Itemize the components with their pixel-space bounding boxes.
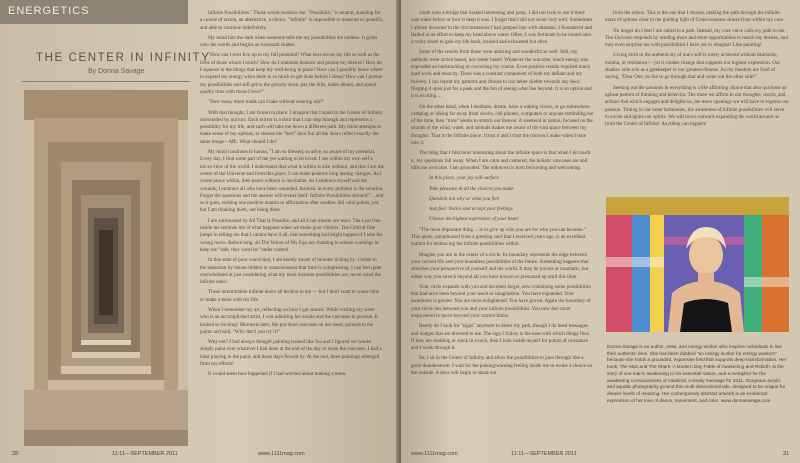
page-number-left: 28 bbox=[12, 451, 19, 457]
paragraph: "The most important thing ... is to give up who you are for who you can become." This quote, paraphrased from a greeting card that I received years ago, is an excellent mantra for embracing the infinite possibilities within. bbox=[411, 226, 586, 248]
paragraph: Seeking out the passions in everything is a life affirming choice that also quickens an upbeat pattern of thinking and behavior. The more we affirm to our thoughts, words, and actions that which engages and delights us, the more openings we will have to express our passion. Timing in our inner harmonies, the awareness of infinite possibilities will serve to excite and ignite our spirits. We will move outward expanding the world around us from the Center of Infinity. Anything can happen! bbox=[605, 84, 789, 128]
paragraph: Giving birth to the authenticity of one's self is rarely achieved without heartache, trauma, or resistance— yet it creates change that supports our highest expression. Our shadow side acts as a gatekeeper to our greatest dreams. As my mentors are fond of saying, "Dear One, its fun to go through that and come out the other side!" bbox=[605, 52, 781, 81]
issue-line-right: 11:11—SEPTEMBER 2011 bbox=[511, 451, 577, 457]
poem-line: Choose the highest expression of your heart bbox=[429, 216, 519, 223]
paragraph: These intermittable infinite doors all beckon to me — but I don't want to waste time or make a mess with my life. bbox=[200, 289, 380, 303]
right-page-body-text-col1 bbox=[411, 10, 594, 448]
poem-line: Question not why or what you feel bbox=[429, 195, 499, 202]
paragraph: Your circle expands with you and becomes larger, now containing some possibilities that had once been beyond your reach or imagination. You have expanded. Your awareness is greater. You are more enlightened. You have grown. Again the boundary of your circle lies between you and your infinite possibilities. You now feel more empowered to move beyond your current limits. bbox=[411, 283, 592, 319]
paragraph: I am surrounded by All That Is Possible, and all I can muster are tears. The Lost One inside me reminds me of what happens when we make poor choices. The Critical One jumps in telling me that I cannot have it all, that something bad might happen if I take the wrong move. Before long, all The Voices of My Ego are chanting in unison warnings to keep me "safe, they word be "under control. bbox=[200, 217, 383, 253]
paragraph: So, I sit in the Center of Infinity and allow the possibilities to pass through like a great thunderstorm. I wait for the pulsing/wanting feeling inside me to evoke a choice on the outside. A door will begin to stand out bbox=[411, 355, 593, 377]
paragraph: Rarely do I look for "signs" anymore to direct my path, though I do heed messages and nudges that are directed to me. The sign I follow is the ease with which things flow. If they are sledding or stuck in a rock, then I look inside myself for points of resistance and I work through it. bbox=[411, 323, 591, 352]
article-title: THE CENTER IN INFINITY bbox=[36, 52, 211, 64]
issue-line-left: 11:11—SEPTEMBER 2011 bbox=[112, 451, 178, 457]
paragraph: When I remember my art, reflecting on how I got started. While visiting my sister who is an accomplished artist, I was admiring her studio and the canvases in process. It looked so inviting! Moments later, Me put three canvases on her easel, pointed to the paints and said, "Why don't you try it?" bbox=[200, 306, 378, 335]
paragraph: "How can I ever live up to my full potential? What best serves my life as well as the lives of those whom I touch? How do I maintain balance and pursue my desires? How do I squeeze in the things that keep my well-being in place? How can I possibly know where to expend my energy when there is so much to get done before I sleep? How can I pursue my possibilities and still get to the grocery store, pay the bills, make dinner, and spend quality time with those I love?" bbox=[200, 52, 383, 95]
paragraph: Some of the results from those were amazing and wonderful as well. Still, my methods were action based, not center based. Whatever the outcome, much energy was expended on backtracking or correcting my course. Even positive results required much hard work and tenacity. There was a constant component of both my defiant and my bravery. I can repeat my patterns and choose to run helter skelter towards any door, flinging it open just for a peek and the fun of seeing what lies beyond. It is an option and it is exciting.... bbox=[411, 49, 592, 100]
left-page-body-text bbox=[200, 10, 384, 448]
paragraph: "How many more roads can I take without wearing out?" bbox=[208, 99, 325, 106]
byline: By Donna Savage bbox=[88, 68, 145, 75]
corridor-doorways-photo bbox=[24, 90, 188, 446]
paragraph: from the others. This is the one that I choose, making the path through the infinite maze of options clear to the guiding light of Consciousness shines from within my core. bbox=[605, 10, 785, 24]
paragraph: On the other hand, when I meditate, dream, have a waking vision, or go somewhere camping or hiking far away from clocks, cell phones, computers or anyone reminding me of the time, then "time" seems to stretch out forever. A weekend in nature, focused on the sounds of the wind, water, and animals makes me aware of the vast space between my thoughts. That is the Infinite place. I trust it and I trust the choices I make when I tune into it. bbox=[411, 103, 594, 147]
author-bio: Donna Savage is an author, artist, and energy worker who inspires individuals to live their authentic lives. She has been dubbed "an energy worker for energy workers" because she holds a grounded, expansive field that supports deep transformation. Her book, The Man and The Shark: A Modern Day Fable of Awakening and Rebirth, is the story of one man's awakening to his essential nature, and a metaphor for the awakening consciousness of mankind, a timely message for 2011. Gorgeous acrylic and aquatic photography ground this multi-dimensional tale, designed to be unique for deeper levels of meaning. Her contemporary abstract artwork is an exuberant expression of her love of dance, movement, and color. www.donnasavage.com bbox=[607, 344, 787, 403]
poem-line: In this place, your joy will surface bbox=[429, 175, 499, 182]
paragraph: In this state of poor conviction, I am keenly aware of minutes ticking by. I relate to the sensation by means hidden in consciousness that time is compressing. I can feel quite overwhelmed at just considering what my most insistent possibilities are, never mind the infinite ones! bbox=[200, 257, 382, 286]
left-page bbox=[0, 0, 398, 463]
poem-line: Just feel. Notice and accept your feelings bbox=[429, 206, 513, 213]
page-number-right: 31 bbox=[783, 451, 790, 457]
section-label: ENERGETICS bbox=[8, 5, 90, 17]
paragraph: climb onto a bridge that looked interesting and jump. I did not look to see if there was water below or how it deep it was. I forgot that I did not swim very well. Sometimes I almost drowned in the circumstances I had jumped into with abandon. I floundered and flailed in an effort to keep my head above water. Often, I was fortunate to be tossed onto a rocky shore to gain my life back, bruised and exhausted but alive. bbox=[411, 10, 593, 46]
paragraph: My mind continues to harass, "I am so blessed, so alive, so aware of my potential. Every day, I find some part of me yet waiting to be loved. I see within my own self a micro view of the world. I understand that what is within is also without, and that I am the center of the Universe and from this place, I can make positive long lasting changes. As I create peace within, then peace without is inevitable. As I embrace myself and my wounds, I embrace all who have been wounded. Intrinsic in every problem is the solution. Forget the questions and the answer will reveal itself. Infinite Possibilities abound!" ...and so it goes, reciting one positive mantra or affirmation after another. All valid points, yet, but I am thinking them, not being them. bbox=[200, 149, 384, 214]
paragraph: Infinite Possibilities." Those words swallow me. "Possibility" is neutral, standing for a course of action, an alternative, a choice. "Infinite" is impossible to measure or quantify, and able to continue indefinitely. bbox=[200, 10, 384, 31]
right-page bbox=[401, 0, 800, 463]
paragraph: With that thought, I am frozen in place. I imagine that I stand in the Center of Infinity surrounded by mirrors. Each mirror is a door that I can step through and represents a possibility for my life, and each will take me down a different path. My mind attempts to make sense of my options, to choose the "best" door but all the doors reflect exactly the same image—ME. What should I do? bbox=[200, 109, 383, 145]
title-divider bbox=[22, 81, 190, 82]
website-right: www.1111mag.com bbox=[411, 451, 458, 457]
paragraph: My mind hits the dark when someone tells me my possibilities are endless. It grabs onto the words and begins an incessant chatter. bbox=[200, 34, 378, 49]
website-left: www.1111mag.com bbox=[258, 451, 305, 457]
paragraph: No longer do I feel I am called to a path. Instead, my core voice calls my path to me. The Universe responds by sending more and more opportunities to match my desires, and may even surprise me with possibilities I have yet to imagine! Like painting! bbox=[605, 27, 788, 49]
right-page-body-text-col2 bbox=[605, 10, 789, 185]
paragraph: The thing that I find most interesting about the infinite space is that when I do touch it, my questions fall away. When I am calm and centered, the holistic canvases are and hills me welcome. I am grounded. The unknown is both beckoning and welcoming. bbox=[411, 150, 591, 171]
section-tab bbox=[0, 0, 188, 24]
paragraph: Why not? I had always thought painting looked like fun and I figured we would simply paint over whatever I had done at the end of the day to reuse the canvases. I had a blast playing in the paint, and those days flowed by. At the end, three paintings emerged from my efforts! bbox=[200, 339, 382, 368]
paragraph: Imagine you are in the center of a circle. Its boundary represents the edge between your current life and your boundless possibilities of the future. Something happens that stretches your perspective of yourself and the world. It may be joyous or traumatic, but either way you stretch beyond all you have known or presumed up until this time. bbox=[411, 251, 589, 280]
paragraph: It would seem how happened if I had worried about making a mess. bbox=[208, 371, 347, 378]
poem-line: Take pleasure in all the choices you make bbox=[429, 185, 514, 192]
author-portrait-photo bbox=[606, 197, 789, 332]
